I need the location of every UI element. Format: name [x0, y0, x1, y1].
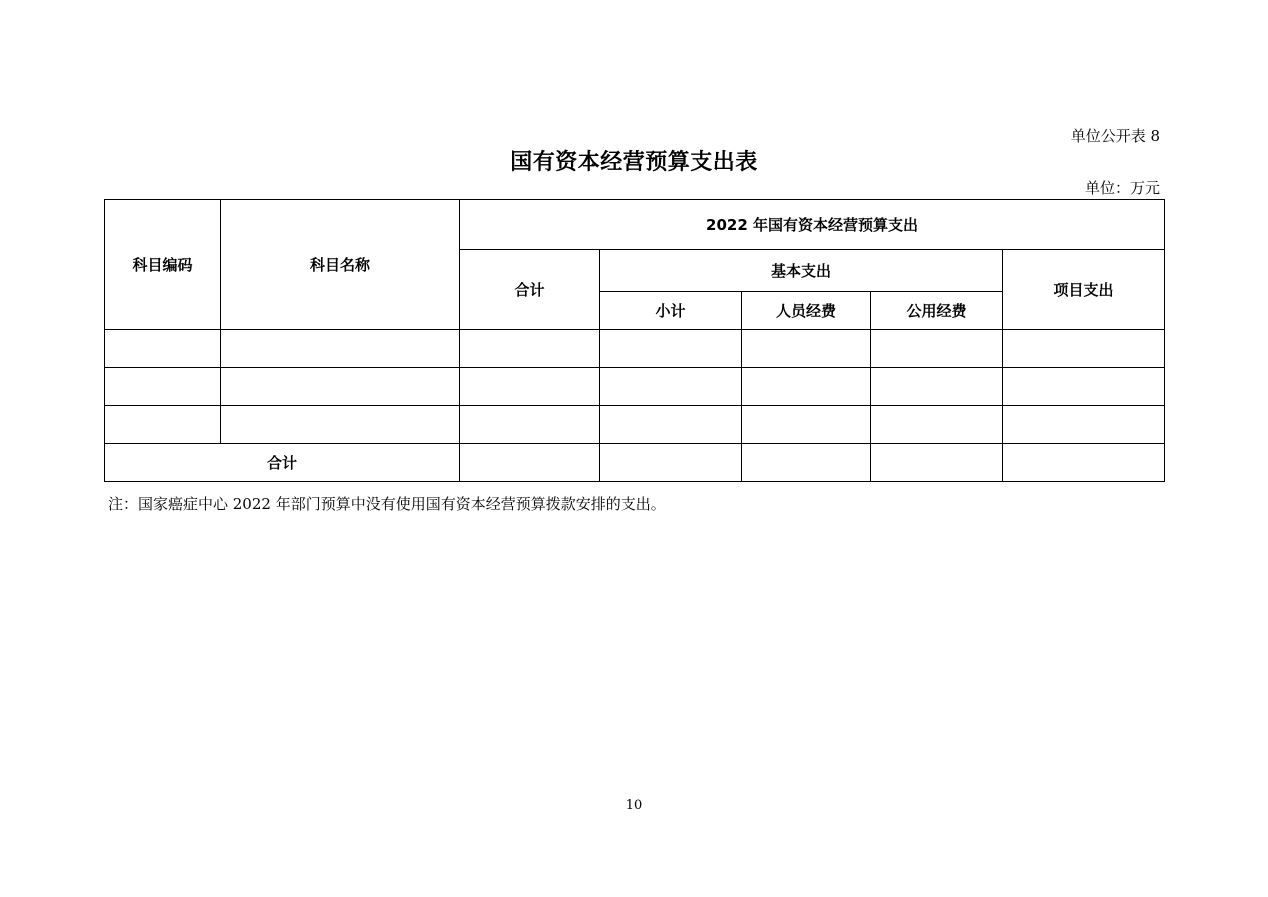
table-cell — [460, 368, 600, 406]
unit-label: 单位：万元 — [1084, 179, 1160, 197]
table-cell — [600, 330, 742, 368]
table-cell — [871, 368, 1003, 406]
table-note: 注：国家癌症中心 2022 年部门预算中没有使用国有资本经营预算拨款安排的支出。 — [108, 495, 666, 513]
table-cell — [600, 444, 742, 482]
table-cell — [460, 406, 600, 444]
table-cell — [221, 330, 460, 368]
header-row-1 — [105, 200, 1165, 250]
table-label: 单位公开表 8 — [1070, 127, 1160, 145]
table-row — [105, 330, 1165, 368]
total-row-label: 合计 — [105, 444, 460, 482]
table-cell — [742, 406, 871, 444]
table-cell — [105, 368, 221, 406]
table-cell — [105, 406, 221, 444]
table-cell — [460, 444, 600, 482]
header-subtotal: 小计 — [600, 292, 742, 330]
table-cell — [871, 444, 1003, 482]
table-row — [105, 368, 1165, 406]
header-name: 科目名称 — [221, 200, 460, 330]
table-cell — [221, 368, 460, 406]
header-basic: 基本支出 — [600, 250, 1003, 292]
table-row — [105, 406, 1165, 444]
table-cell — [1003, 444, 1165, 482]
header-group: 2022 年国有资本经营预算支出 — [460, 200, 1165, 250]
table-cell — [600, 368, 742, 406]
total-row — [105, 444, 1165, 482]
table-cell — [742, 444, 871, 482]
table-cell — [105, 330, 221, 368]
header-personnel: 人员经费 — [742, 292, 871, 330]
table-cell — [871, 406, 1003, 444]
header-project: 项目支出 — [1003, 250, 1165, 330]
table-cell — [1003, 406, 1165, 444]
table-cell — [1003, 368, 1165, 406]
table-cell — [742, 368, 871, 406]
table-cell — [1003, 330, 1165, 368]
table-cell — [600, 406, 742, 444]
table-cell — [460, 330, 600, 368]
budget-table — [104, 199, 1165, 482]
page-title: 国有资本经营预算支出表 — [510, 149, 758, 175]
header-public: 公用经费 — [871, 292, 1003, 330]
table-cell — [221, 406, 460, 444]
header-total: 合计 — [460, 250, 600, 330]
table-cell — [742, 330, 871, 368]
table-cell — [871, 330, 1003, 368]
header-code: 科目编码 — [105, 200, 221, 330]
page-number: 10 — [625, 798, 643, 813]
